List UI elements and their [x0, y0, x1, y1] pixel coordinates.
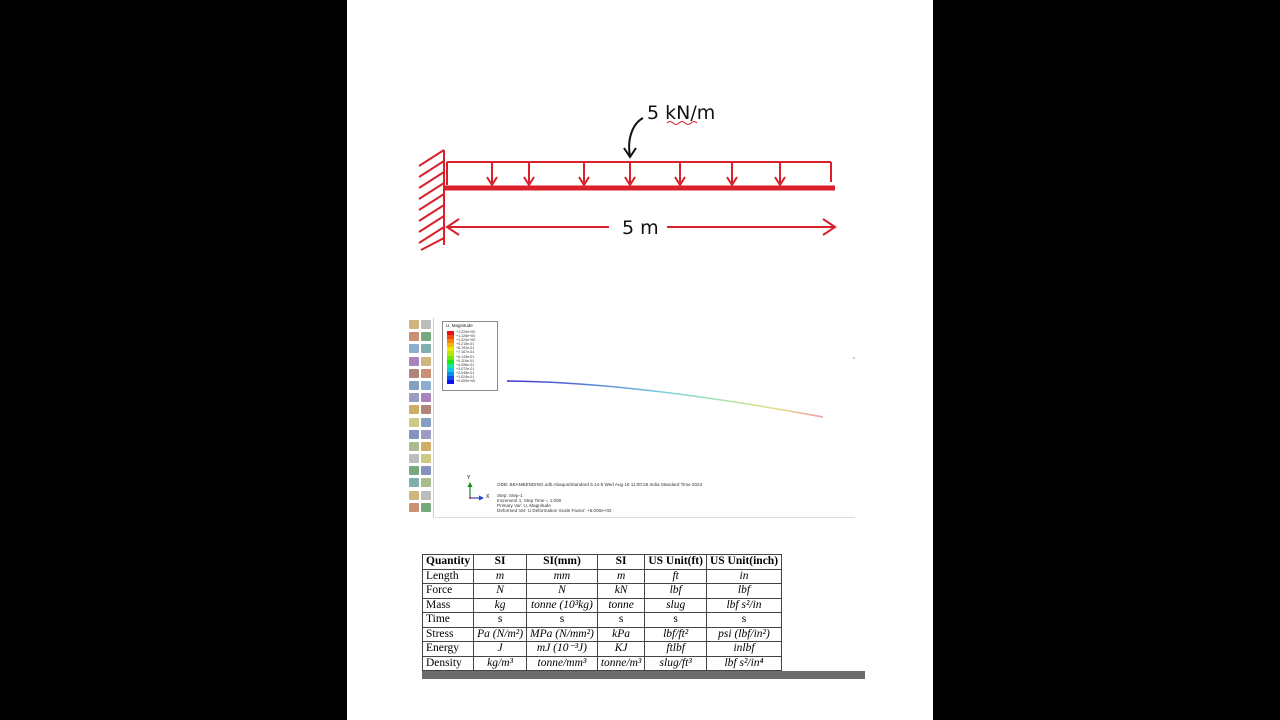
unit-cell: tonne/mm³	[527, 656, 598, 671]
legend-value: +1.126e+00	[456, 334, 476, 339]
table-row	[423, 627, 782, 642]
unit-cell: ft	[645, 569, 707, 584]
unit-cell: kg	[474, 598, 527, 613]
unit-cell: mm	[527, 569, 598, 584]
table-row	[423, 598, 782, 613]
load-arrows	[487, 162, 785, 185]
unit-cell: KJ	[597, 642, 645, 657]
increment-info-line: Increment 1: Step Time = 1.000	[497, 498, 562, 503]
table-row	[423, 569, 782, 584]
unit-cell: slug	[645, 598, 707, 613]
legend-title: U, Magnitude	[446, 323, 473, 328]
unit-cell: s	[706, 613, 781, 628]
table-footer-strip	[422, 671, 865, 679]
legend-value: +3.072e-01	[456, 366, 475, 371]
table-header-cell: US Unit(inch)	[706, 555, 781, 570]
legend-value: +4.096e-01	[456, 362, 475, 367]
unit-cell: psi (lbf/in²)	[706, 627, 781, 642]
unit-cell: s	[645, 613, 707, 628]
unit-cell: m	[474, 569, 527, 584]
primary-var-line: Primary Var: U, Magnitude	[497, 503, 551, 508]
legend-value: +1.229e+00	[456, 330, 476, 334]
quantity-cell: Time	[423, 613, 474, 628]
deformed-beam-curve	[507, 381, 823, 417]
unit-cell: ftlbf	[645, 642, 707, 657]
legend-value: +0.000e+00	[456, 379, 476, 384]
legend-value: +1.024e+00	[456, 338, 476, 343]
unit-cell: in	[706, 569, 781, 584]
table-header-cell: US Unit(ft)	[645, 555, 707, 570]
legend-value: +6.143e-01	[456, 354, 475, 359]
unit-cell: lbf	[706, 584, 781, 599]
load-pointer-arrow	[629, 118, 643, 156]
table-row	[423, 656, 782, 671]
odb-info-line: ODB: BEAMBENDING.odb Abaqus/Standard 6.14-5 Wed Aug 16 11:00:26 India Standard Time 2023	[497, 482, 703, 487]
quantity-cell: Length	[423, 569, 474, 584]
cantilever-beam-diagram	[347, 0, 933, 270]
units-table-header-row	[423, 555, 782, 570]
table-row	[423, 584, 782, 599]
quantity-cell: Force	[423, 584, 474, 599]
quantity-cell: Density	[423, 656, 474, 671]
legend-value: +1.024e-01	[456, 375, 475, 380]
legend-value: +2.048e-01	[456, 370, 475, 375]
step-info-line: Step: Step-1	[497, 493, 523, 498]
unit-cell: s	[527, 613, 598, 628]
legend-value: +8.191e-01	[456, 346, 475, 351]
abaqus-viewport-screenshot	[409, 318, 857, 520]
unit-cell: mJ (10⁻³J)	[527, 642, 598, 657]
unit-cell: Pa (N/m²)	[474, 627, 527, 642]
triad-y-label: Y	[467, 475, 471, 481]
legend-value: +7.167e-01	[456, 350, 475, 355]
units-table	[422, 554, 782, 671]
unit-cell: MPa (N/mm²)	[527, 627, 598, 642]
unit-cell: tonne	[597, 598, 645, 613]
unit-cell: inlbf	[706, 642, 781, 657]
length-label: 5 m	[622, 217, 659, 239]
unit-cell: m	[597, 569, 645, 584]
unit-cell: N	[527, 584, 598, 599]
table-header-cell: SI	[474, 555, 527, 570]
triad-x-label: X	[486, 494, 490, 500]
unit-cell: s	[597, 613, 645, 628]
document-page	[347, 0, 933, 720]
unit-cell: J	[474, 642, 527, 657]
table-row	[423, 613, 782, 628]
unit-cell: kN	[597, 584, 645, 599]
quantity-cell: Stress	[423, 627, 474, 642]
legend-value: +5.119e-01	[456, 358, 475, 363]
unit-cell: lbf s²/in⁴	[706, 656, 781, 671]
deformed-var-line: Deformed Var: U Deformation Scale Factor: +5.000e+02	[497, 508, 612, 513]
quantity-cell: Mass	[423, 598, 474, 613]
quantity-cell: Energy	[423, 642, 474, 657]
unit-cell: kg/m³	[474, 656, 527, 671]
unit-cell: kPa	[597, 627, 645, 642]
legend-value: +9.215e-01	[456, 342, 475, 347]
table-row	[423, 642, 782, 657]
load-label: 5 kN/m	[647, 102, 716, 124]
unit-cell: lbf s²/in	[706, 598, 781, 613]
unit-cell: tonne (10³kg)	[527, 598, 598, 613]
table-header-cell: SI(mm)	[527, 555, 598, 570]
table-header-cell: Quantity	[423, 555, 474, 570]
axis-triad	[464, 475, 494, 509]
wall-hatching	[419, 150, 444, 250]
unit-cell: tonne/m³	[597, 656, 645, 671]
table-header-cell: SI	[597, 555, 645, 570]
unit-cell: N	[474, 584, 527, 599]
unit-cell: s	[474, 613, 527, 628]
unit-cell: lbf/ft²	[645, 627, 707, 642]
unit-cell: slug/ft³	[645, 656, 707, 671]
unit-cell: lbf	[645, 584, 707, 599]
